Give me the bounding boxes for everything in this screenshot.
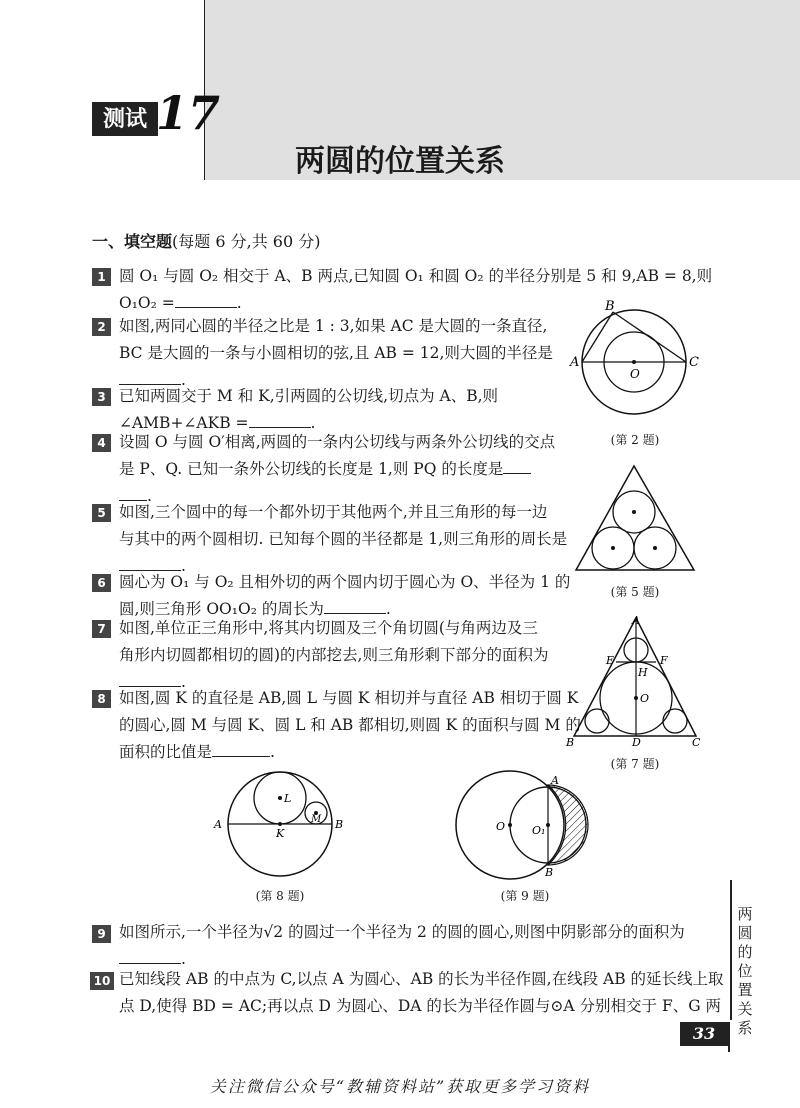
question-8: 如图,圆 K 的直径是 AB,圆 L 与圆 K 相切并与直径 AB 相切于圆 K 的圆心,圆 M 与圆 K、圆 L 和 AB 都相切,则圆 K 的面积与圆 M 的 面积的比值是 . bbox=[119, 685, 569, 766]
fig2-label-b: B bbox=[605, 300, 615, 314]
question-6-line-1: 圆心为 O₁ 与 O₂ 且相外切的两个圆内切于圆心为 O、半径为 1 的 bbox=[119, 573, 571, 591]
fig7-left-circle bbox=[585, 709, 609, 733]
fig8-label-m: M bbox=[311, 814, 322, 825]
fig7-label-d: D bbox=[632, 736, 641, 749]
figure-8 bbox=[210, 770, 350, 882]
fig5-dot-left bbox=[611, 546, 615, 550]
question-1-line-1: 圆 O₁ 与圆 O₂ 相交于 A、B 两点,已知圆 O₁ 和圆 O₂ 的半径分别是 5 和 9,AB = 8,则 bbox=[119, 267, 713, 285]
section-heading bbox=[92, 230, 320, 254]
question-8-line-2: 的圆心,圆 M 与圆 K、圆 L 和 AB 都相切,则圆 K 的面积与圆 M 的 bbox=[119, 716, 581, 734]
figure-5 bbox=[570, 462, 700, 580]
question-10 bbox=[119, 966, 724, 1020]
page-number-rule bbox=[728, 1022, 730, 1052]
fig9-dot-o1 bbox=[546, 823, 550, 827]
fig8-label-l: L bbox=[284, 792, 292, 805]
question-10-line-2: 点 D,使得 BD = AC;再以点 D 为圆心、DA 的长为半径作圆与⊙A 分别相交于 F、G 两 bbox=[119, 997, 722, 1015]
question-number-5: 5 bbox=[92, 504, 111, 522]
answer-blank[interactable] bbox=[503, 457, 531, 474]
question-7-line-2: 角形内切圆都相切的圆)的内部挖去,则三角形剩下部分的面积为 bbox=[119, 646, 549, 664]
fig7-right-circle bbox=[663, 709, 687, 733]
fig7-label-o: O bbox=[640, 692, 650, 705]
fig5-dot-top bbox=[632, 510, 636, 514]
question-number-7: 7 bbox=[92, 620, 111, 638]
figure-5-caption: (第 5 题) bbox=[610, 585, 660, 599]
fig7-triangle bbox=[574, 618, 696, 736]
answer-blank[interactable] bbox=[119, 947, 181, 964]
fig7-center-dot bbox=[634, 696, 638, 700]
question-9: 如图所示,一个半径为√2 的圆过一个半径为 2 的圆的圆心,则图中阴影部分的面积为 . bbox=[119, 919, 719, 973]
fig7-label-h: H bbox=[638, 666, 648, 679]
footer-note: 关注微信公众号“教辅资料站”获取更多学习资料 bbox=[209, 1077, 591, 1096]
fig9-label-a: A bbox=[551, 774, 559, 787]
page-number: 33 bbox=[680, 1022, 728, 1046]
fig5-dot-right bbox=[653, 546, 657, 550]
fig7-label-a: A bbox=[632, 614, 640, 627]
fig9-shaded-region bbox=[548, 785, 588, 865]
question-number-1: 1 bbox=[92, 268, 111, 286]
figure-2-caption: (第 2 题) bbox=[610, 433, 660, 447]
question-1-line-2: O₁O₂ = bbox=[119, 294, 175, 312]
section-note: (每题 6 分,共 60 分) bbox=[172, 232, 321, 251]
question-number-6: 6 bbox=[92, 574, 111, 592]
figure-2 bbox=[568, 300, 700, 430]
question-6: 圆心为 O₁ 与 O₂ 且相外切的两个圆内切于圆心为 O、半径为 1 的 圆,则三角形 OO₁O₂ 的周长为 . bbox=[119, 569, 569, 623]
fig2-center-dot bbox=[632, 360, 636, 364]
fig2-label-c: C bbox=[689, 355, 699, 370]
figure-7 bbox=[564, 612, 704, 752]
question-3: 已知两圆交于 M 和 K,引两圆的公切线,切点为 A、B,则 ∠AMB+∠AKB = . bbox=[119, 383, 569, 437]
fig2-label-o: O bbox=[630, 367, 640, 381]
question-number-4: 4 bbox=[92, 434, 111, 452]
question-4: 设圆 O 与圆 O′相离,两圆的一条内公切线与两条外公切线的交点 是 P、Q. 已知一条外公切线的长度是 1,则 PQ 的长度是 . bbox=[119, 429, 569, 510]
question-number-2: 2 bbox=[92, 318, 111, 336]
fig8-label-k: K bbox=[276, 827, 285, 840]
question-8-line-1: 如图,圆 K 的直径是 AB,圆 L 与圆 K 相切并与直径 AB 相切于圆 K bbox=[119, 689, 579, 707]
figure-7-caption: (第 7 题) bbox=[610, 757, 660, 771]
figure-9 bbox=[450, 770, 600, 880]
test-badge: 测试 bbox=[92, 102, 158, 136]
fig9-dot-o bbox=[508, 823, 512, 827]
figure-8-caption: (第 8 题) bbox=[255, 889, 305, 903]
side-tab-text: 两圆的位置关系 bbox=[737, 905, 753, 1037]
fig9-label-o1: O₁ bbox=[532, 824, 546, 837]
section-label: 一、填空题 bbox=[92, 232, 173, 251]
question-2-line-1: 如图,两同心圆的半径之比是 1 : 3,如果 AC 是大圆的一条直径, bbox=[119, 317, 548, 335]
fig7-label-f: F bbox=[660, 654, 668, 667]
test-number: 17 bbox=[156, 86, 221, 140]
fig9-label-o: O bbox=[496, 820, 506, 833]
question-2: 如图,两同心圆的半径之比是 1 : 3,如果 AC 是大圆的一条直径, BC 是大圆的一条与小圆相切的弦,且 AB = 12,则大圆的半径是 . bbox=[119, 313, 569, 394]
question-8-line-3: 面积的比值是 bbox=[119, 743, 213, 761]
figure-9-caption: (第 9 题) bbox=[500, 889, 550, 903]
question-1: 圆 O₁ 与圆 O₂ 相交于 A、B 两点,已知圆 O₁ 和圆 O₂ 的半径分别是 5 和 9,AB = 8,则 O₁O₂ = . bbox=[119, 263, 719, 317]
fig7-label-e: E bbox=[606, 654, 615, 667]
question-5-line-1: 如图,三个圆中的每一个都外切于其他两个,并且三角形的每一边 bbox=[119, 503, 548, 521]
fig8-dot-k bbox=[278, 822, 282, 826]
question-10-line-1: 已知线段 AB 的中点为 C,以点 A 为圆心、AB 的长为半径作圆,在线段 AB 的延长线上取 bbox=[119, 970, 724, 988]
answer-blank[interactable] bbox=[175, 291, 237, 308]
question-number-3: 3 bbox=[92, 388, 111, 406]
question-5-line-2: 与其中的两个圆相切. 已知每个圆的半径都是 1,则三角形的周长是 bbox=[119, 530, 568, 548]
fig8-dot-l bbox=[278, 796, 282, 800]
question-number-8: 8 bbox=[92, 690, 111, 708]
question-number-9: 9 bbox=[92, 925, 111, 943]
question-6-line-2: 圆,则三角形 OO₁O₂ 的周长为 bbox=[119, 600, 324, 618]
answer-blank[interactable] bbox=[249, 411, 311, 428]
page-title: 两圆的位置关系 bbox=[295, 144, 505, 179]
question-2-line-2: BC 是大圆的一条与小圆相切的弦,且 AB = 12,则大圆的半径是 bbox=[119, 344, 553, 362]
question-number-10: 10 bbox=[90, 972, 114, 990]
fig8-label-a: A bbox=[214, 818, 222, 831]
question-9-line-1: 如图所示,一个半径为√2 的圆过一个半径为 2 的圆的圆心,则图中阴影部分的面积为 bbox=[119, 923, 685, 941]
fig2-chord-ab bbox=[582, 312, 613, 362]
question-7-line-1: 如图,单位正三角形中,将其内切圆及三个角切圆(与角两边及三 bbox=[119, 619, 538, 637]
question-3-line-2: ∠AMB+∠AKB = bbox=[119, 414, 249, 432]
fig8-label-b: B bbox=[335, 818, 344, 831]
question-4-line-2: 是 P、Q. 已知一条外公切线的长度是 1,则 PQ 的长度是 bbox=[119, 460, 504, 478]
fig9-label-b: B bbox=[545, 866, 554, 879]
fig2-chord-bc bbox=[613, 312, 686, 362]
fig7-label-c: C bbox=[692, 736, 701, 749]
answer-blank[interactable] bbox=[212, 740, 270, 757]
question-4-line-1: 设圆 O 与圆 O′相离,两圆的一条内公切线与两条外公切线的交点 bbox=[119, 433, 556, 451]
fig7-label-b: B bbox=[566, 736, 575, 749]
question-3-line-1: 已知两圆交于 M 和 K,引两圆的公切线,切点为 A、B,则 bbox=[119, 387, 499, 405]
question-5: 如图,三个圆中的每一个都外切于其他两个,并且三角形的每一边 与其中的两个圆相切. 已知每个圆的半径都是 1,则三角形的周长是 . bbox=[119, 499, 569, 580]
fig2-label-a: A bbox=[570, 355, 580, 370]
question-7: 如图,单位正三角形中,将其内切圆及三个角切圆(与角两边及三 角形内切圆都相切的圆)的内部挖去,则三角形剩下部分的面积为 . bbox=[119, 615, 569, 696]
answer-blank[interactable] bbox=[324, 597, 386, 614]
